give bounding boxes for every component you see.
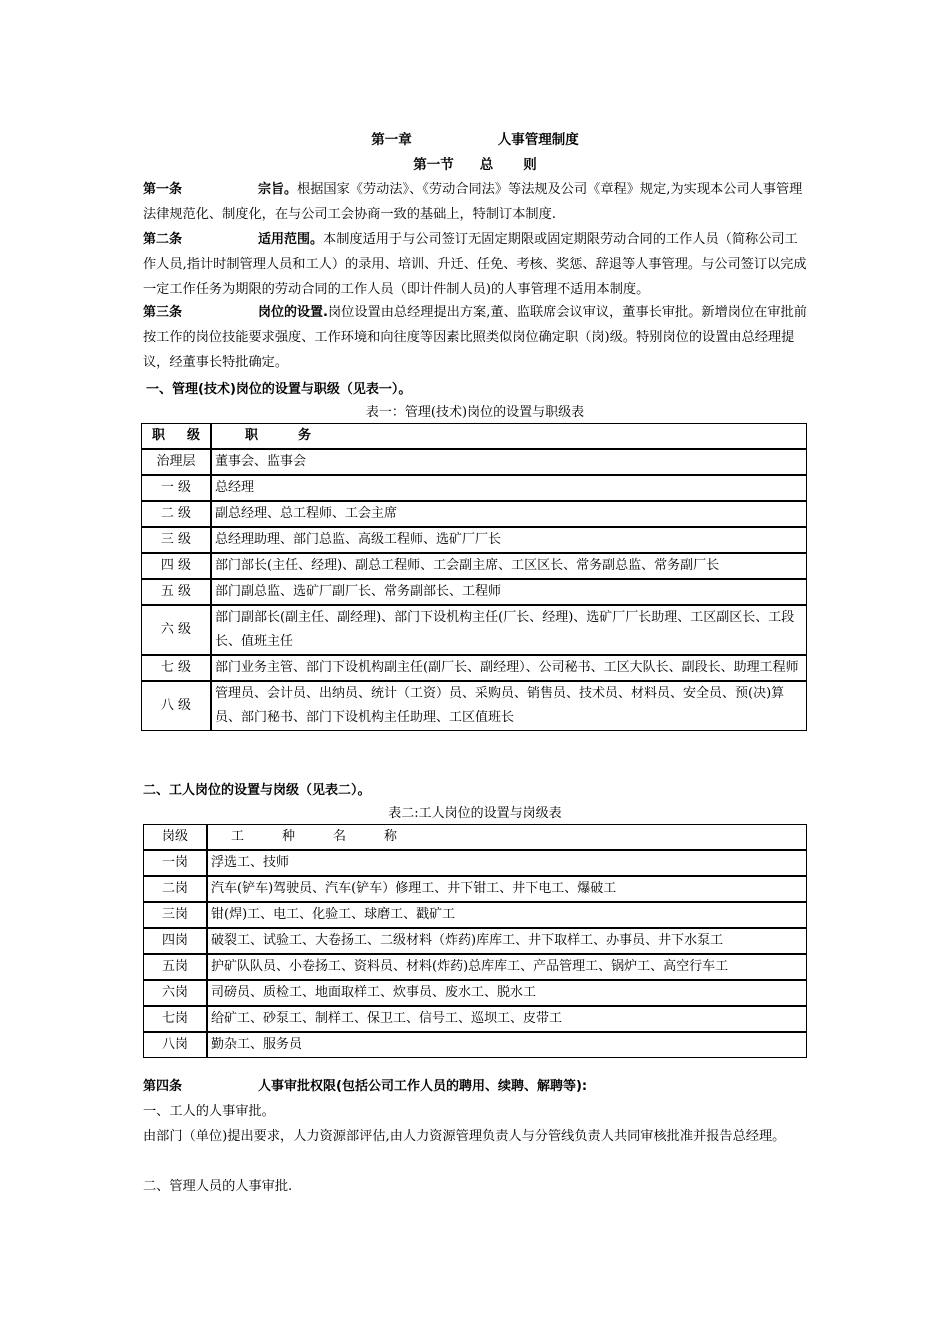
part1-heading: 一、管理(技术)岗位的设置与职级（见表一）。 <box>146 382 412 397</box>
level-cell: 二 级 <box>142 502 212 528</box>
grade-cell: 五岗 <box>144 955 208 981</box>
table-header-row <box>144 825 806 851</box>
grade-cell: 二岗 <box>144 877 208 903</box>
table-row <box>144 981 806 1007</box>
table-row <box>144 955 806 981</box>
article-number: 第二条 <box>143 232 183 247</box>
header-duty-char-2: 务 <box>298 428 312 443</box>
duty-cell: 部门业务主管、部门下设机构副主任(副厂长、副经理）、公司秘书、工区大队长、副段长、助理工程师 <box>212 656 806 682</box>
table-row <box>142 476 806 502</box>
article-1 <box>143 177 807 227</box>
table-row <box>142 580 806 606</box>
table-row <box>144 877 806 903</box>
management-level-table <box>141 423 807 731</box>
table-row <box>144 1007 806 1033</box>
header-level <box>142 424 212 450</box>
section-title <box>0 153 950 173</box>
table-row <box>142 502 806 528</box>
header-word-2: 种 <box>282 829 296 844</box>
article-heading: 适用范围。 <box>258 232 324 247</box>
article4-item-1-text: 由部门（单位)提出要求，人力资源部评估,由人力资源管理负责人与分管线负责人共同审核批准并报告总经理。 <box>143 1129 786 1144</box>
grade-cell: 七岗 <box>144 1007 208 1033</box>
part2-heading: 二、工人岗位的设置与岗级（见表二）。 <box>143 783 371 798</box>
chapter-name: 人事管理制度 <box>497 132 579 148</box>
article4-item-1: 一、工人的人事审批。 <box>143 1104 275 1119</box>
section-label: 第一节 <box>413 157 454 173</box>
header-word-3: 名 <box>333 829 347 844</box>
header-duty <box>212 424 806 450</box>
table-header-row <box>142 424 806 450</box>
duty-cell: 总经理助理、部门总监、高级工程师、选矿厂厂长 <box>212 528 806 554</box>
header-word-4: 称 <box>384 829 398 844</box>
grade-cell: 三岗 <box>144 903 208 929</box>
header-grade: 岗级 <box>144 825 208 851</box>
table-row <box>142 528 806 554</box>
article-heading: 人事审批权限(包括公司工作人员的聘用、续聘、解聘等): <box>258 1079 588 1094</box>
duty-cell: 部门副部长(副主任、副经理)、部门下设机构主任(厂长、经理)、选矿厂厂长助理、工区副区长、工段长、值班主任 <box>212 606 806 656</box>
chapter-label: 第一章 <box>371 132 412 148</box>
level-cell: 六 级 <box>142 606 212 656</box>
level-cell: 八 级 <box>142 682 212 730</box>
article-number: 第四条 <box>143 1079 183 1094</box>
grade-cell: 四岗 <box>144 929 208 955</box>
table-row <box>144 903 806 929</box>
article-heading: 岗位的设置. <box>258 305 328 320</box>
grade-cell: 八岗 <box>144 1033 208 1057</box>
grade-cell: 一岗 <box>144 851 208 877</box>
header-level-char-1: 职 <box>151 428 165 443</box>
table2-caption: 表二:工人岗位的设置与岗级表 <box>388 806 562 821</box>
job-cell: 钳(焊)工、电工、化验工、球磨工、戳矿工 <box>208 903 806 929</box>
grade-cell: 六岗 <box>144 981 208 1007</box>
article-heading: 宗旨。 <box>258 182 298 197</box>
article-number: 第一条 <box>143 182 183 197</box>
job-cell: 司磅员、质检工、地面取样工、炊事员、废水工、脱水工 <box>208 981 806 1007</box>
level-cell: 七 级 <box>142 656 212 682</box>
table-row <box>142 450 806 476</box>
section-word-2: 则 <box>523 157 537 173</box>
chapter-title <box>0 128 950 148</box>
section-word-1: 总 <box>479 157 494 173</box>
article-4 <box>143 1074 807 1099</box>
article-text: 本制度适用于与公司签订无固定期限或固定期限劳动合同的工作人员（简称公司工作人员,指计时制管理人员和工人）的录用、培训、升迁、任免、考核、奖惩、辞退等人事管理。与公司签订以完成一定工作任务为期限的劳动合同的工作人员（即计件制人员)的人事管理不适用本制度。 <box>143 232 807 297</box>
level-cell: 一 级 <box>142 476 212 502</box>
table-row <box>142 554 806 580</box>
job-cell: 勤杂工、服务员 <box>211 1037 303 1052</box>
job-cell: 浮选工、技师 <box>208 851 806 877</box>
job-cell: 汽车(铲车)驾驶员、汽车(铲车）修理工、井下钳工、井下电工、爆破工 <box>208 877 806 903</box>
table-row <box>144 1033 806 1057</box>
table1-caption: 表一：管理(技术)岗位的设置与职级表 <box>365 405 585 420</box>
table-row <box>142 606 806 656</box>
duty-cell: 部门部长(主任、经理)、副总工程师、工会副主席、工区区长、常务副总监、常务副厂长 <box>212 554 806 580</box>
level-cell: 四 级 <box>142 554 212 580</box>
table-row <box>142 682 806 730</box>
table-row <box>142 656 806 682</box>
worker-grade-table <box>143 824 807 1058</box>
header-duty-char-1: 职 <box>245 428 259 443</box>
duty-cell: 总经理 <box>212 476 806 502</box>
duty-cell: 副总经理、总工程师、工会主席 <box>212 502 806 528</box>
header-level-char-2: 级 <box>187 428 201 443</box>
header-word-1: 工 <box>231 829 245 844</box>
header-job-title <box>208 825 806 851</box>
job-cell: 护矿队队员、小卷扬工、资料员、材料(炸药)总库库工、产品管理工、锅炉工、高空行车工 <box>208 955 806 981</box>
level-cell: 治理层 <box>142 450 212 476</box>
level-cell: 五 级 <box>142 580 212 606</box>
article-3 <box>143 300 807 375</box>
table-row <box>144 929 806 955</box>
job-cell: 破裂工、试验工、大卷扬工、二级材料（炸药)库库工、井下取样工、办事员、井下水泵工 <box>208 929 806 955</box>
duty-cell: 董事会、监事会 <box>212 450 806 476</box>
article-2 <box>143 227 807 302</box>
article-text: 根据国家《劳动法》、《劳动合同法》等法规及公司《章程》规定,为实现本公司人事管理法律规范化、制度化，在与公司工会协商一致的基础上，特制订本制度. <box>143 182 803 222</box>
job-cell: 给矿工、砂泵工、制样工、保卫工、信号工、巡坝工、皮带工 <box>208 1007 806 1033</box>
level-cell: 三 级 <box>142 528 212 554</box>
article-text: 岗位设置由总经理提出方案,董、监联席会议审议，董事长审批。新增岗位在审批前按工作的岗位技能要求强度、工作环境和向往度等因素比照类似岗位确定职（岗)级。特别岗位的设置由总经理提议，经董事长特批确定。 <box>143 305 807 370</box>
article4-item-2: 二、管理人员的人事审批. <box>143 1179 293 1194</box>
table-row <box>144 851 806 877</box>
article-number: 第三条 <box>143 305 183 320</box>
duty-cell: 部门副总监、选矿厂副厂长、常务副部长、工程师 <box>212 580 806 606</box>
duty-cell: 管理员、会计员、出纳员、统计（工资）员、采购员、销售员、技术员、材料员、安全员、预(决)算员、部门秘书、部门下设机构主任助理、工区值班长 <box>215 686 785 725</box>
